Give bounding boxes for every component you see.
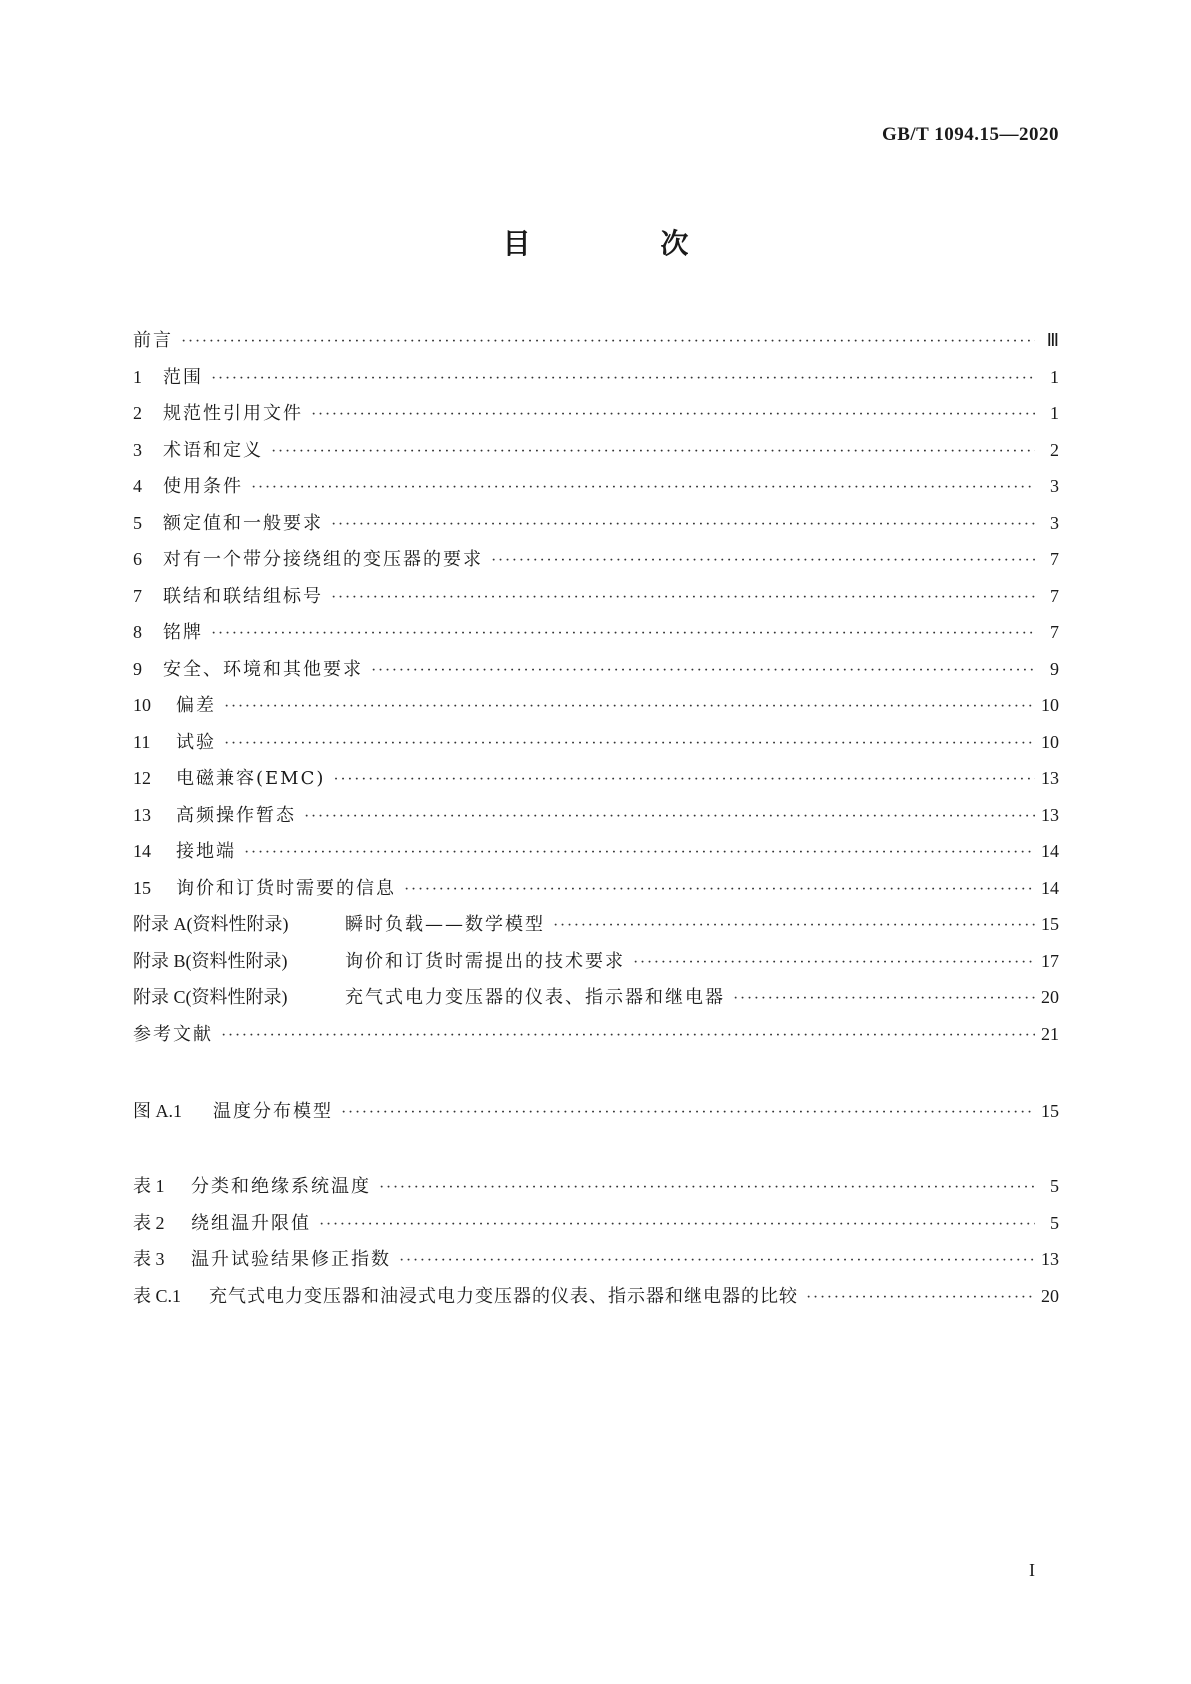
toc-entry-appendix-c[interactable] (133, 979, 1059, 1016)
dot-leader (553, 908, 1035, 945)
page-title: 目 次 (502, 227, 749, 260)
toc-entry-title: 参考文献 (133, 1023, 213, 1045)
toc-entry-title: 接地端 (176, 841, 236, 862)
toc-entry-title: 询价和订货时需要的信息 (176, 877, 396, 899)
dot-leader (244, 835, 1035, 872)
toc-entry-number: 9 (133, 658, 142, 679)
toc-entry-title: 电磁兼容(EMC) (176, 768, 326, 789)
toc-entry-page: 13 (1041, 804, 1059, 825)
toc-entry-page: 14 (1041, 877, 1059, 898)
toc-entry-4[interactable] (133, 468, 1059, 505)
toc-entry-number: 附录 B(资料性附录) (133, 950, 288, 971)
toc-entry-title: 规范性引用文件 (163, 403, 303, 424)
dot-leader (211, 616, 1035, 653)
toc-entry-title: 绕组温升限值 (191, 1212, 311, 1234)
toc-entry-page: 10 (1041, 731, 1059, 752)
toc-entry-number: 14 (133, 841, 151, 861)
toc-entry-15[interactable] (133, 870, 1059, 907)
toc-entry-title: 充气式电力变压器和油浸式电力变压器的仪表、指示器和继电器的比较 (209, 1285, 798, 1307)
toc-entry-title: 试验 (176, 731, 216, 753)
dot-leader (806, 1280, 1035, 1317)
toc-entry-number: 附录 A(资料性附录) (133, 914, 289, 934)
toc-entry-number: 2 (133, 403, 142, 423)
toc-entry-title: 铭牌 (163, 622, 203, 643)
toc-entry-page: 9 (1050, 658, 1059, 679)
toc-entry-appendix-b[interactable] (133, 943, 1059, 980)
dot-leader (251, 470, 1035, 507)
toc-entry-title: 充气式电力变压器的仪表、指示器和继电器 (345, 987, 725, 1008)
toc-entry-page: 21 (1041, 1023, 1059, 1044)
toc-entry-7[interactable] (133, 578, 1059, 615)
toc-entry-number: 7 (133, 585, 142, 606)
toc-entry-number: 表 2 (133, 1212, 165, 1233)
toc-entry-number: 6 (133, 549, 142, 569)
toc-entry-table-2[interactable] (133, 1205, 1059, 1242)
toc-entry-table-c1[interactable] (133, 1278, 1059, 1315)
dot-leader (221, 1018, 1035, 1055)
toc-entry-page: 5 (1050, 1212, 1059, 1233)
toc-entry-page: 2 (1050, 439, 1059, 460)
toc-entry-number: 15 (133, 877, 151, 898)
toc-entry-appendix-a[interactable] (133, 906, 1059, 943)
toc-entry-number: 12 (133, 768, 151, 788)
toc-entry-number: 8 (133, 622, 142, 642)
toc-entry-number: 4 (133, 476, 142, 496)
dot-leader (224, 689, 1035, 726)
toc-entry-page: 7 (1050, 585, 1059, 606)
toc-entry-title: 术语和定义 (163, 439, 263, 461)
toc-entry-page: 3 (1050, 476, 1059, 496)
dot-leader (491, 543, 1035, 580)
toc-entry-title: 询价和订货时需提出的技术要求 (345, 950, 625, 972)
toc-entry-figure-a1[interactable] (133, 1093, 1059, 1130)
toc-entry-title: 对有一个带分接绕组的变压器的要求 (163, 549, 483, 570)
toc-entry-page: 13 (1041, 1249, 1059, 1269)
toc-entry-title: 瞬时负载——数学模型 (345, 914, 545, 935)
dot-leader (379, 1170, 1035, 1207)
dot-leader (333, 762, 1035, 799)
toc-entry-page: 20 (1041, 1285, 1059, 1306)
toc-entry-page: 14 (1041, 841, 1059, 861)
toc-figures-list (133, 1093, 1059, 1130)
toc-entry-number: 1 (133, 366, 142, 387)
toc-entry-1[interactable] (133, 359, 1059, 396)
toc-entry-page: 15 (1041, 914, 1059, 934)
toc-entry-10[interactable] (133, 687, 1059, 724)
dot-leader (319, 1207, 1035, 1244)
toc-entry-number: 3 (133, 439, 142, 460)
dot-leader (633, 945, 1035, 982)
dot-leader (304, 799, 1035, 836)
toc-entry-title: 使用条件 (163, 476, 243, 497)
dot-leader (733, 981, 1035, 1018)
toc-entry-3[interactable] (133, 432, 1059, 469)
toc-entry-9[interactable] (133, 651, 1059, 688)
dot-leader (331, 580, 1035, 617)
toc-entry-page: 7 (1050, 549, 1059, 569)
standard-code: GB/T 1094.15—2020 (881, 124, 1059, 145)
toc-entry-number: 10 (133, 695, 151, 715)
toc-entry-page: 3 (1050, 512, 1059, 533)
toc-entry-number: 图 A.1 (133, 1101, 182, 1121)
dot-leader (224, 726, 1035, 763)
dot-leader (311, 397, 1035, 434)
dot-leader (211, 361, 1035, 398)
toc-entry-page: 1 (1050, 366, 1059, 387)
toc-entry-bibliography[interactable] (133, 1016, 1059, 1053)
toc-entry-8[interactable] (133, 614, 1059, 651)
toc-tables-list (133, 1168, 1059, 1314)
toc-entry-title: 前言 (133, 330, 173, 351)
toc-entry-number: 表 C.1 (133, 1285, 182, 1306)
toc-entry-title: 温度分布模型 (213, 1101, 333, 1122)
dot-leader (331, 507, 1035, 544)
toc-entry-title: 高频操作暂态 (176, 804, 296, 826)
toc-entry-page: 13 (1041, 768, 1059, 788)
toc-entry-page: Ⅲ (1046, 330, 1059, 350)
toc-entry-12[interactable] (133, 760, 1059, 797)
toc-entry-page: 1 (1050, 403, 1059, 423)
dot-leader (404, 872, 1035, 909)
toc-entry-number: 5 (133, 512, 142, 533)
dot-leader (271, 434, 1035, 471)
dot-leader (181, 324, 1035, 361)
dot-leader (399, 1243, 1035, 1280)
toc-entry-2[interactable] (133, 395, 1059, 432)
toc-entry-5[interactable] (133, 505, 1059, 542)
dot-leader (371, 653, 1035, 690)
toc-entry-page: 5 (1050, 1176, 1059, 1196)
toc-entry-title: 偏差 (176, 695, 216, 716)
toc-entry-11[interactable] (133, 724, 1059, 761)
toc-entry-title: 额定值和一般要求 (163, 512, 323, 534)
toc-entry-title: 范围 (163, 366, 203, 388)
toc-entry-6[interactable] (133, 541, 1059, 578)
toc-entry-title: 温升试验结果修正指数 (191, 1249, 391, 1270)
toc-entry-table-1[interactable] (133, 1168, 1059, 1205)
toc-entry-page: 10 (1041, 695, 1059, 715)
toc-entry-13[interactable] (133, 797, 1059, 834)
toc-entry-title: 分类和绝缘系统温度 (191, 1176, 371, 1197)
toc-entry-table-3[interactable] (133, 1241, 1059, 1278)
toc-entry-page: 15 (1041, 1101, 1059, 1121)
toc-entry-number: 13 (133, 804, 151, 825)
toc-entry-number: 附录 C(资料性附录) (133, 987, 288, 1007)
toc-entry-foreword[interactable] (133, 322, 1059, 359)
toc-entry-14[interactable] (133, 833, 1059, 870)
toc-entry-number: 11 (133, 731, 151, 752)
toc-main-list (133, 322, 1059, 1052)
toc-entry-number: 表 3 (133, 1249, 165, 1269)
toc-entry-title: 联结和联结组标号 (163, 585, 323, 607)
toc-entry-page: 17 (1041, 950, 1059, 971)
toc-entry-title: 安全、环境和其他要求 (163, 658, 363, 680)
toc-entry-number: 表 1 (133, 1176, 165, 1196)
dot-leader (341, 1095, 1035, 1132)
page-number: I (1029, 1560, 1035, 1580)
toc-entry-page: 7 (1050, 622, 1059, 642)
toc-entry-page: 20 (1041, 987, 1059, 1007)
